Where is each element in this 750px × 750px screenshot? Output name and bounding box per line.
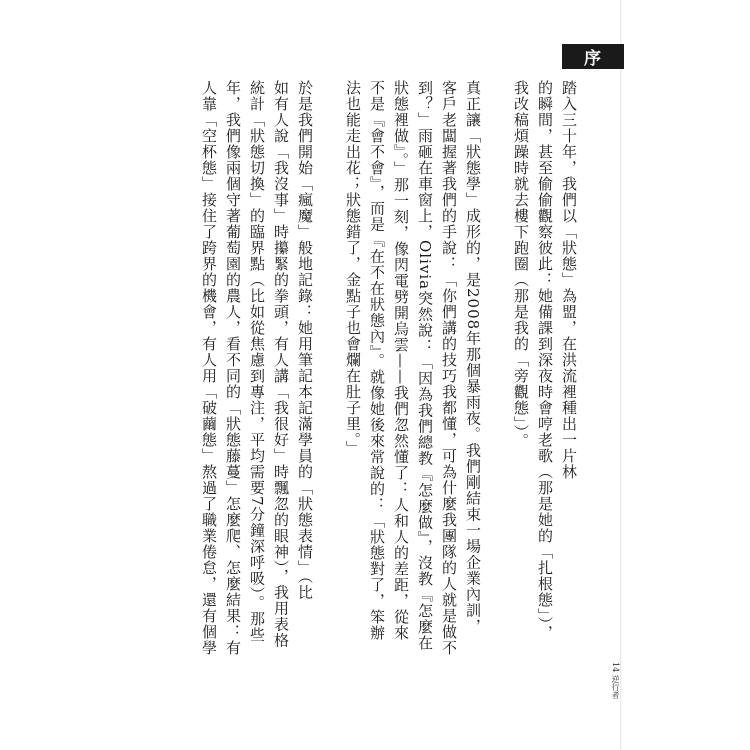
page-number-and-book-title: 14 逆行者	[611, 662, 620, 699]
text-line: 不是『會不會』，而是『在不在狀態內』。就像她後來常說的：「狀態對了，笨辦	[368, 80, 386, 641]
text-line: 如有人說「我沒事」時攥緊的拳頭，有人講「我很好」時飄忽的眼神），我用表格	[272, 80, 290, 649]
text-line: 踏入三十年，我們以「狀態」為盟，在洪流裡種出一片林	[560, 80, 578, 480]
text-line: 到？」雨砸在車窗上，Olivia突然說：「因為我們總教『怎麼做』，沒教『怎麼在	[416, 80, 434, 651]
text-line: 的瞬間，甚至偷偷觀察彼此：她備課到深夜時會哼老歌（那是她的「扎根態」），	[536, 80, 554, 641]
section-heading-tab	[562, 44, 624, 69]
text-line: 統計「狀態切換」的臨界點（比如從焦慮到專注，平均需要7分鐘深呼吸）。那些	[248, 80, 266, 644]
text-line: 法也能走出花；狀態錯了，金點子也會爛在肚子里。」	[344, 80, 362, 457]
text-line: 我改稿煩躁時就去樓下跑圈（那是我的「旁觀態」）。	[512, 80, 530, 449]
text-line: 客戶老闆握著我們的手說：「你們講的技巧我都懂，可為什麼我團隊的人就是做不	[440, 80, 458, 656]
text-line: 人靠「空杯態」接住了跨界的機會，有人用「破繭態」熬過了職業倦怠，還有個學	[200, 80, 218, 656]
text-line: 年，我們像兩個守著葡萄園的農人，看不同的「狀態藤蔓」怎麼爬、怎麼結果：有	[224, 80, 242, 656]
section-heading-label: 序	[584, 49, 602, 69]
text-line: 真正讓「狀態學」成形的，是2008年那個暴雨夜。我們剛結束一場企業內訓，	[464, 80, 482, 635]
text-line: 於是我們開始「瘋魔」般地記錄：她用筆記本記滿學員的「狀態表情」（比	[296, 80, 314, 601]
page-edge	[620, 0, 750, 750]
text-line: 狀態裡做』。」那一刻，像閃電劈開烏雲——我們忽然懂了：人和人的差距，從來	[392, 80, 410, 641]
